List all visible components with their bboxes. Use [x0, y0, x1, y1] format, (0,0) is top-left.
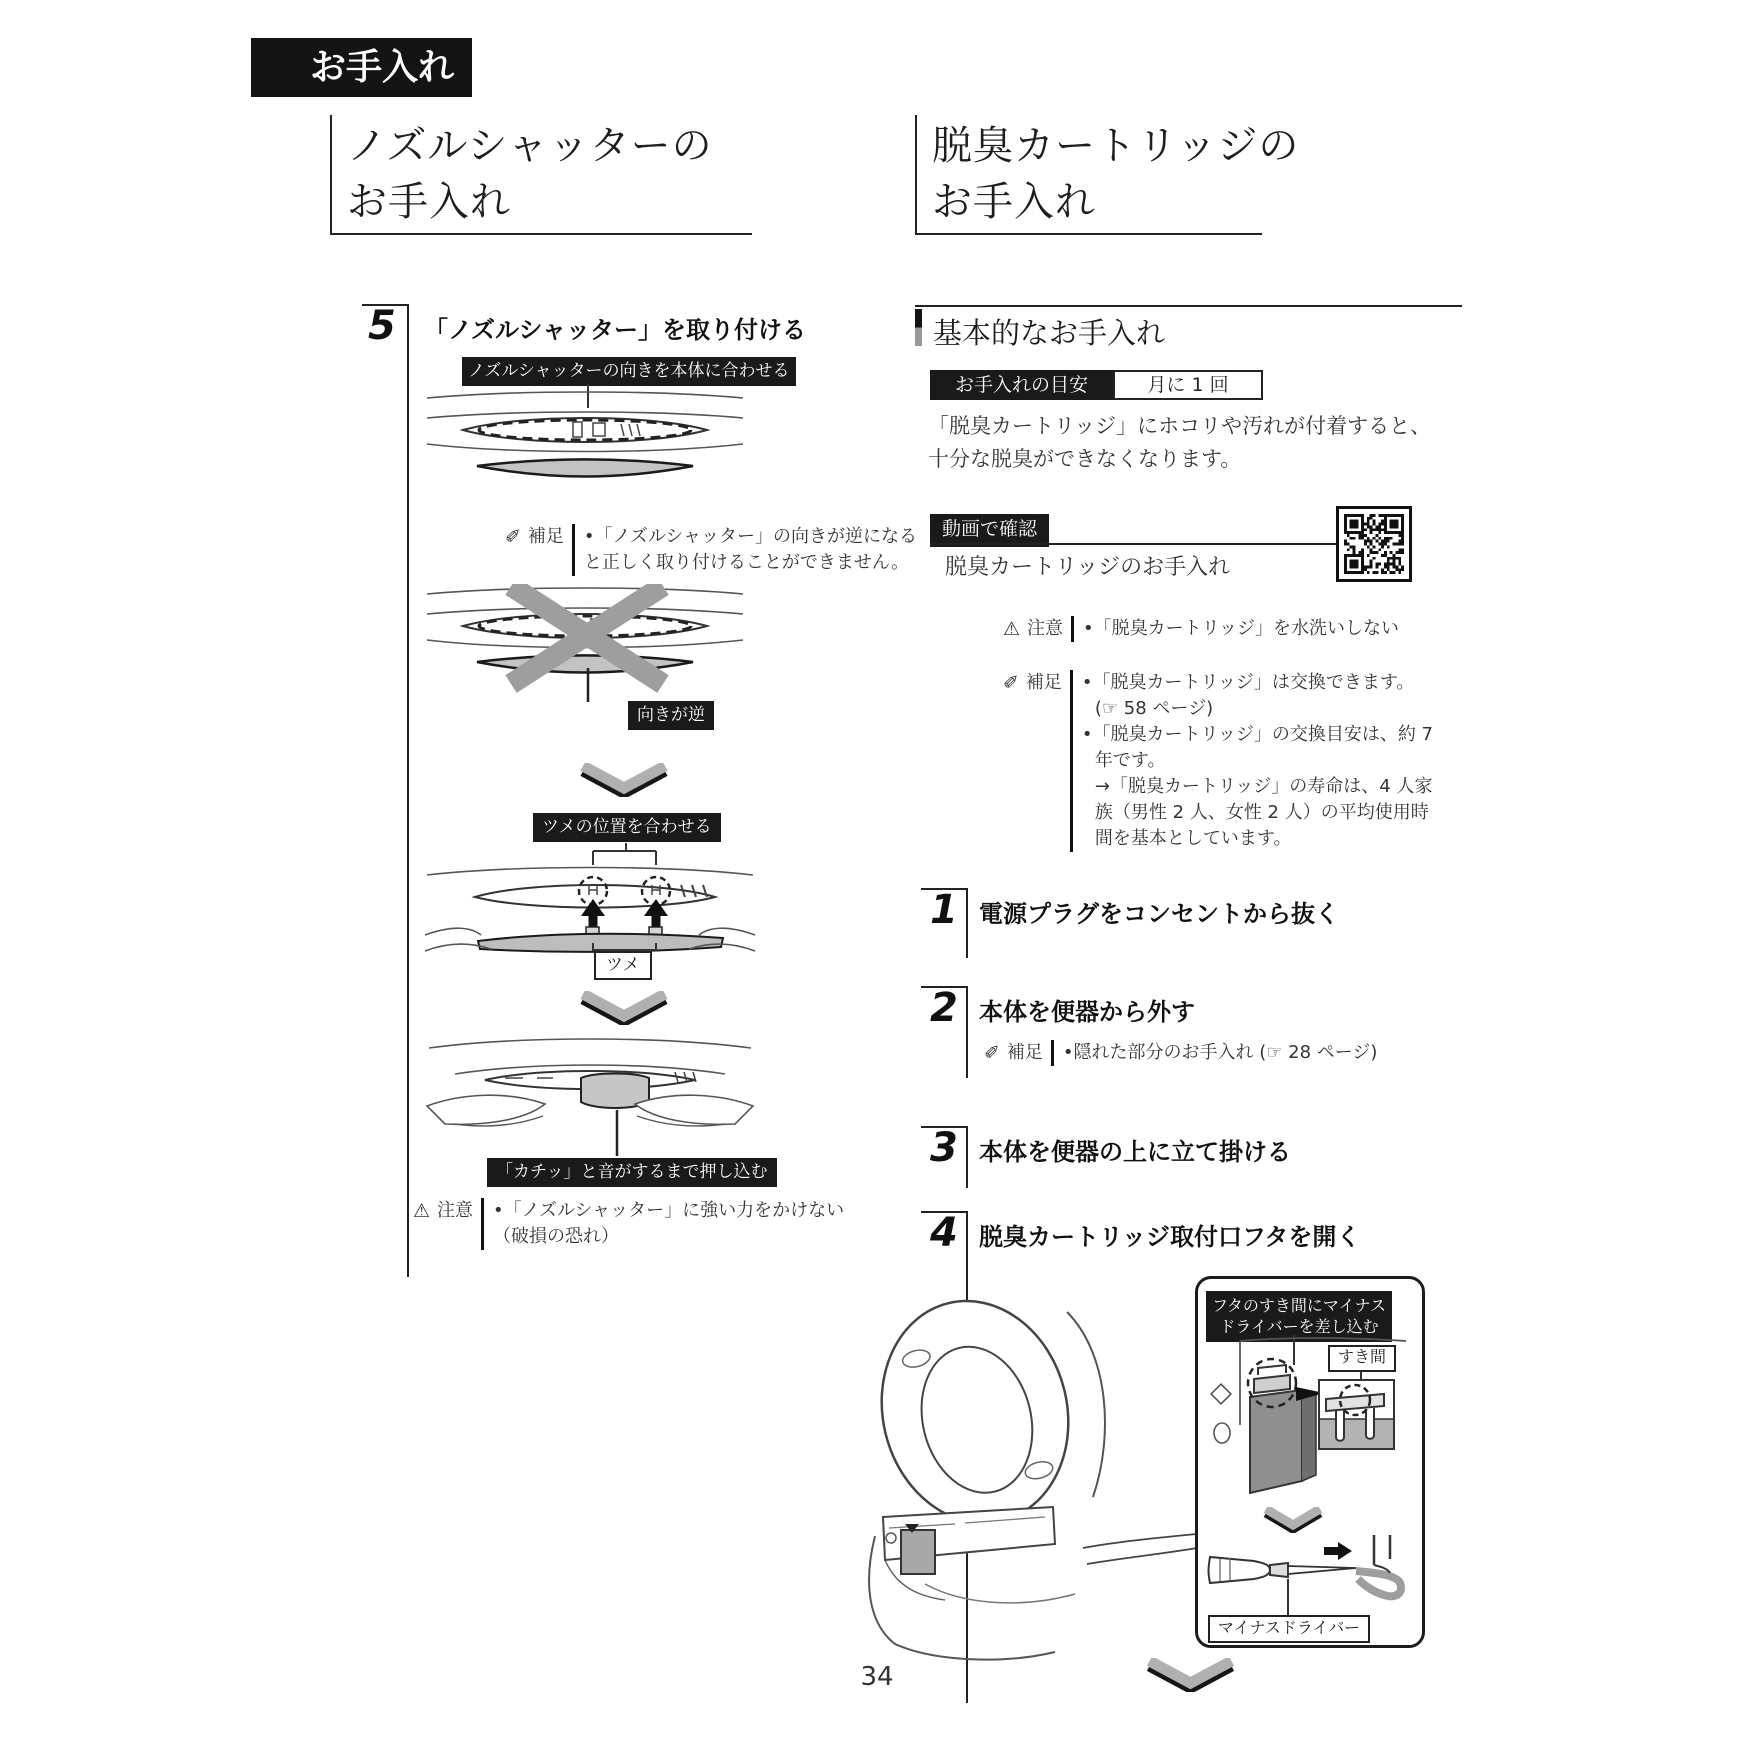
wrong-orientation-illustration	[425, 584, 745, 702]
caution-line: （破損の恐れ）	[493, 1226, 620, 1247]
note-body	[1063, 1040, 1378, 1066]
click-sound-label: 「カチッ」と音がするまで押し込む	[487, 1158, 777, 1187]
qr-code-pattern	[1344, 514, 1404, 574]
video-caption: 脱臭カートリッジのお手入れ	[945, 555, 1231, 580]
right-title-line2: お手入れ	[932, 179, 1096, 225]
step3-heading: 本体を便器の上に立て掛ける	[979, 1138, 1291, 1166]
step3-number: 3	[930, 1125, 958, 1171]
step1-number: 1	[930, 887, 958, 933]
step4-number: 4	[930, 1210, 958, 1256]
note-line: と正しく取り付けることができません。	[583, 552, 909, 573]
tab-label: ツメ	[594, 951, 652, 980]
down-chevron-icon	[1143, 1658, 1238, 1692]
driver-label: マイナスドライバー	[1208, 1615, 1370, 1643]
step2-side-rule	[966, 986, 968, 1078]
step5-number: 5	[368, 303, 396, 349]
right-column-title	[932, 118, 1299, 230]
step3-side-rule	[966, 1126, 968, 1188]
insert-driver-line1: フタのすき間にマイナス	[1212, 1296, 1386, 1315]
push-in-illustration	[425, 1028, 755, 1156]
right-title-rule-vertical	[915, 115, 917, 234]
pencil-icon: ✐	[505, 526, 521, 548]
gap-detail-inset	[1318, 1379, 1395, 1450]
step5-heading: 「ノズルシャッター」を取り付ける	[424, 316, 806, 344]
note-body	[1082, 670, 1433, 852]
maintenance-frequency-label: お手入れの目安	[930, 370, 1113, 400]
cartridge-caution	[1003, 616, 1399, 642]
orientation-label: ノズルシャッターの向きを本体に合わせる	[462, 357, 796, 386]
caution-label: 注意	[1027, 618, 1064, 639]
step4-heading: 脱臭カートリッジ取付口フタを開く	[979, 1223, 1361, 1251]
qr-code	[1336, 506, 1412, 582]
step5-note	[505, 524, 917, 576]
down-chevron-icon	[1262, 1507, 1324, 1533]
note-line: →「脱臭カートリッジ」の寿命は、4 人家	[1094, 776, 1433, 797]
step5-caution	[413, 1198, 844, 1250]
pencil-icon: ✐	[1003, 672, 1019, 694]
note-line: •「脱臭カートリッジ」は交換できます。	[1081, 672, 1415, 693]
pencil-icon: ✐	[984, 1042, 1000, 1064]
right-title-rule	[915, 233, 1262, 235]
right-title-line1: 脱臭カートリッジの	[932, 123, 1300, 169]
section-accent-bar	[915, 309, 922, 346]
note-line: •「ノズルシャッター」の向きが逆になる	[583, 526, 918, 547]
step5-side-rule	[407, 304, 409, 1277]
maintenance-frequency-value: 月に 1 回	[1113, 370, 1263, 400]
caution-line: •「脱臭カートリッジ」を水洗いしない	[1083, 618, 1399, 639]
cover-open-callout	[1195, 1276, 1425, 1648]
caution-body	[1083, 616, 1399, 642]
screwdriver-illustration	[1206, 1535, 1416, 1619]
note-body	[584, 524, 917, 576]
note-line: (☞ 58 ページ)	[1094, 698, 1214, 719]
page-number: 34	[860, 1662, 894, 1692]
note-divider	[1070, 670, 1073, 852]
warning-icon: ⚠	[413, 1200, 431, 1222]
section-heading: 基本的なお手入れ	[933, 316, 1166, 350]
gap-label: すき間	[1328, 1345, 1396, 1372]
section-top-rule	[915, 305, 1462, 307]
note-line: 年です。	[1094, 750, 1166, 771]
section-tag: お手入れ	[251, 38, 472, 97]
caution-label: 注意	[437, 1200, 474, 1221]
note-line: 族（男性 2 人、女性 2 人）の平均使用時	[1094, 802, 1429, 823]
step2-number: 2	[930, 985, 958, 1031]
note-line: •「脱臭カートリッジ」の交換目安は、約 7	[1081, 724, 1433, 745]
step1-heading: 電源プラグをコンセントから抜く	[979, 900, 1339, 928]
down-chevron-icon	[578, 763, 670, 797]
intro-paragraph	[928, 410, 1431, 476]
note-label: 補足	[1006, 1042, 1043, 1063]
caution-divider	[1071, 616, 1074, 642]
note-line: •隠れた部分のお手入れ (☞ 28 ページ)	[1062, 1042, 1378, 1063]
step2-heading: 本体を便器から外す	[979, 998, 1195, 1026]
left-title-line1: ノズルシャッターの	[347, 123, 713, 169]
warning-icon: ⚠	[1003, 618, 1021, 640]
caution-line: •「ノズルシャッター」に強い力をかけない	[493, 1200, 845, 1221]
shutter-orientation-illustration	[425, 384, 745, 484]
left-column-title	[347, 118, 713, 230]
video-check-label: 動画で確認	[930, 514, 1049, 547]
video-rule	[930, 543, 1337, 545]
intro-line2: 十分な脱臭ができなくなります。	[928, 447, 1242, 471]
left-title-rule-vertical	[330, 115, 332, 234]
toilet-illustration	[855, 1282, 1200, 1672]
cartridge-note	[1003, 670, 1433, 852]
gap-detail-illustration	[1320, 1381, 1393, 1448]
note-divider	[572, 524, 575, 576]
down-chevron-icon	[578, 991, 670, 1025]
step1-side-rule	[966, 888, 968, 958]
step2-note	[984, 1040, 1377, 1066]
tab-alignment-illustration	[423, 843, 757, 955]
note-divider	[1051, 1040, 1054, 1066]
note-label: 補足	[527, 526, 564, 547]
tab-align-label: ツメの位置を合わせる	[533, 813, 721, 842]
left-title-line2: お手入れ	[347, 179, 511, 225]
left-title-rule	[330, 233, 752, 235]
note-line: 間を基本としています。	[1094, 828, 1292, 849]
reverse-label: 向きが逆	[628, 701, 714, 730]
insert-driver-line2: ドライバーを差し込む	[1219, 1317, 1379, 1336]
caution-body	[493, 1198, 844, 1250]
note-label: 補足	[1025, 672, 1062, 693]
intro-line1: 「脱臭カートリッジ」にホコリや汚れが付着すると、	[928, 414, 1432, 438]
caution-divider	[481, 1198, 484, 1250]
